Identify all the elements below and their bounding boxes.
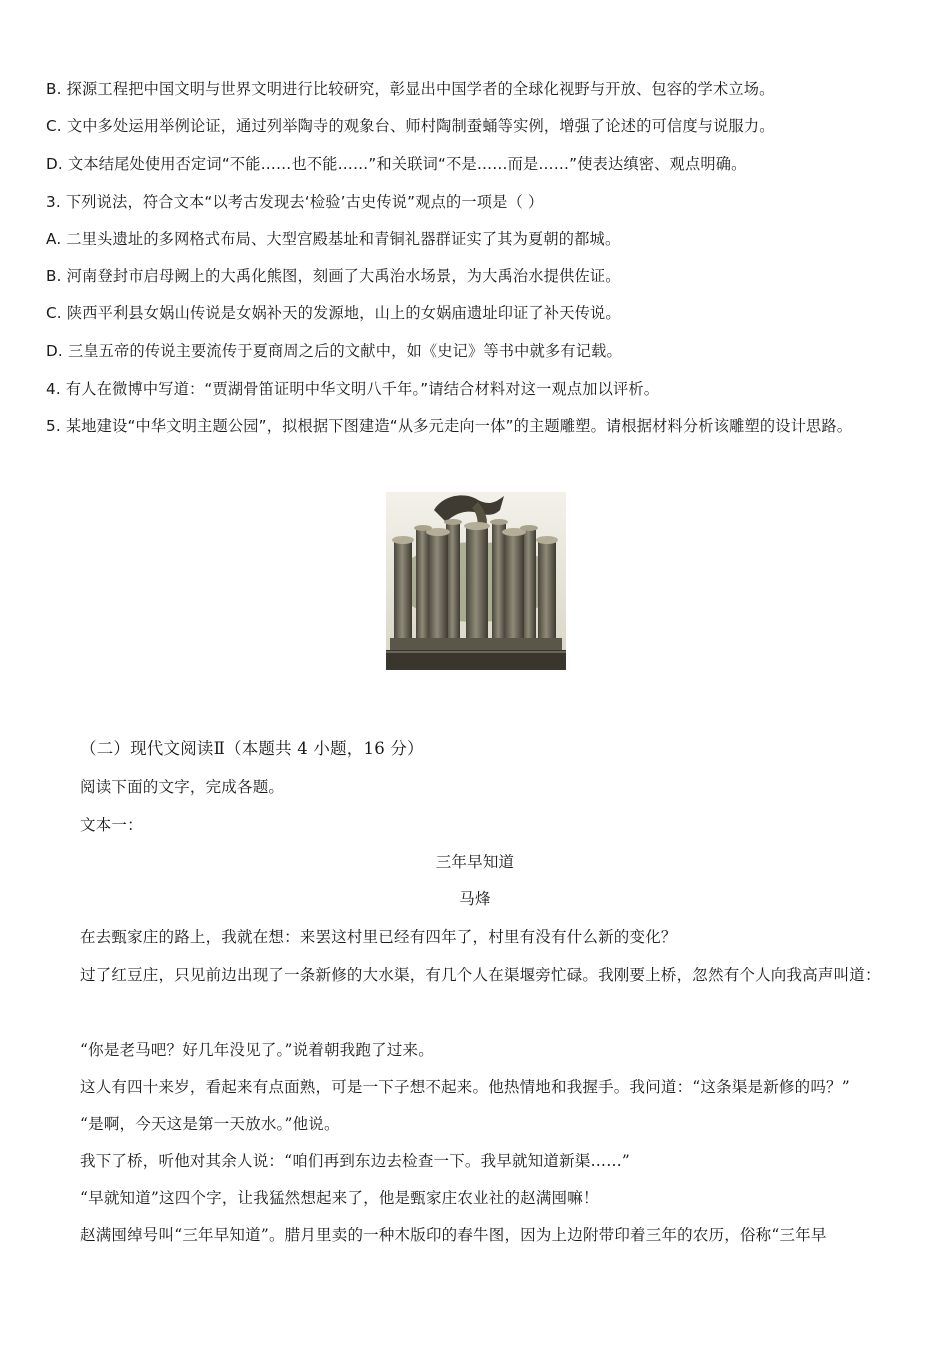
- story-paragraph: 这人有四十来岁，看起来有点面熟，可是一下子想不起来。他热情地和我握手。我问道：“这条渠是新修的吗？”: [80, 1078, 850, 1096]
- story-paragraph: “你是老马吧？好几年没见了。”说着朝我跑了过来。: [80, 1041, 434, 1059]
- story-title: 三年早知道: [435, 853, 515, 871]
- text-one-label: 文本一：: [80, 816, 143, 834]
- story-author: 马烽: [459, 890, 491, 908]
- q3-stem: 3. 下列说法，符合文本“以考古发现去‘检验’古史传说”观点的一项是（ ）: [46, 193, 544, 211]
- q4-question: 4. 有人在微博中写道：“贾湖骨笛证明中华文明八千年。”请结合材料对这一观点加以评析。: [46, 380, 660, 398]
- reading-instruction: 阅读下面的文字，完成各题。: [80, 778, 285, 796]
- q2-option-b: B. 探源工程把中国文明与世界文明进行比较研究，彰显出中国学者的全球化视野与开放、包容的学术立场。: [46, 80, 775, 98]
- story-paragraph: 赵满囤绰号叫“三年早知道”。腊月里卖的一种木版印的春牛图，因为上边附带印着三年的农历，俗称“三年早: [80, 1226, 827, 1244]
- q2-option-d: D. 文本结尾处使用否定词“不能……也不能……”和关联词“不是……而是……”使表达缜密、观点明确。: [46, 155, 747, 173]
- story-paragraph: 我下了桥，听他对其余人说：“咱们再到东边去检查一下。我早就知道新渠……”: [80, 1152, 631, 1170]
- story-paragraph: “是啊，今天这是第一天放水。”他说。: [80, 1115, 340, 1133]
- q3-option-b: B. 河南登封市启母阙上的大禹化熊图，刻画了大禹治水场景，为大禹治水提供佐证。: [46, 267, 621, 285]
- q3-option-c: C. 陕西平利县女娲山传说是女娲补天的发源地，山上的女娲庙遗址印证了补天传说。: [46, 304, 621, 322]
- story-paragraph: 在去甄家庄的路上，我就在想：来罢这村里已经有四年了，村里有没有什么新的变化？: [80, 928, 677, 946]
- q3-option-a: A. 二里头遗址的多网格式布局、大型宫殿基址和青铜礼器群证实了其为夏朝的都城。: [46, 230, 621, 248]
- q3-option-d: D. 三皇五帝的传说主要流传于夏商周之后的文献中，如《史记》等书中就多有记载。: [46, 342, 622, 360]
- section-heading: （二）现代文阅读Ⅱ（本题共 4 小题，16 分）: [80, 739, 424, 758]
- story-paragraph: 过了红豆庄，只见前边出现了一条新修的大水渠，有几个人在渠堰旁忙碌。我刚要上桥，忽然有个人向我高声叫道：: [80, 966, 881, 984]
- q5-question: 5. 某地建设“中华文明主题公园”，拟根据下图建造“从多元走向一体”的主题雕塑。请根据材料分析该雕塑的设计思路。: [46, 417, 853, 435]
- sculpture-image: [386, 492, 566, 670]
- story-paragraph: “早就知道”这四个字，让我猛然想起来了，他是甄家庄农业社的赵满囤嘛！: [80, 1189, 599, 1207]
- q2-option-c: C. 文中多处运用举例论证，通过列举陶寺的观象台、师村陶制蚕蛹等实例，增强了论述的可信度与说服力。: [46, 117, 775, 135]
